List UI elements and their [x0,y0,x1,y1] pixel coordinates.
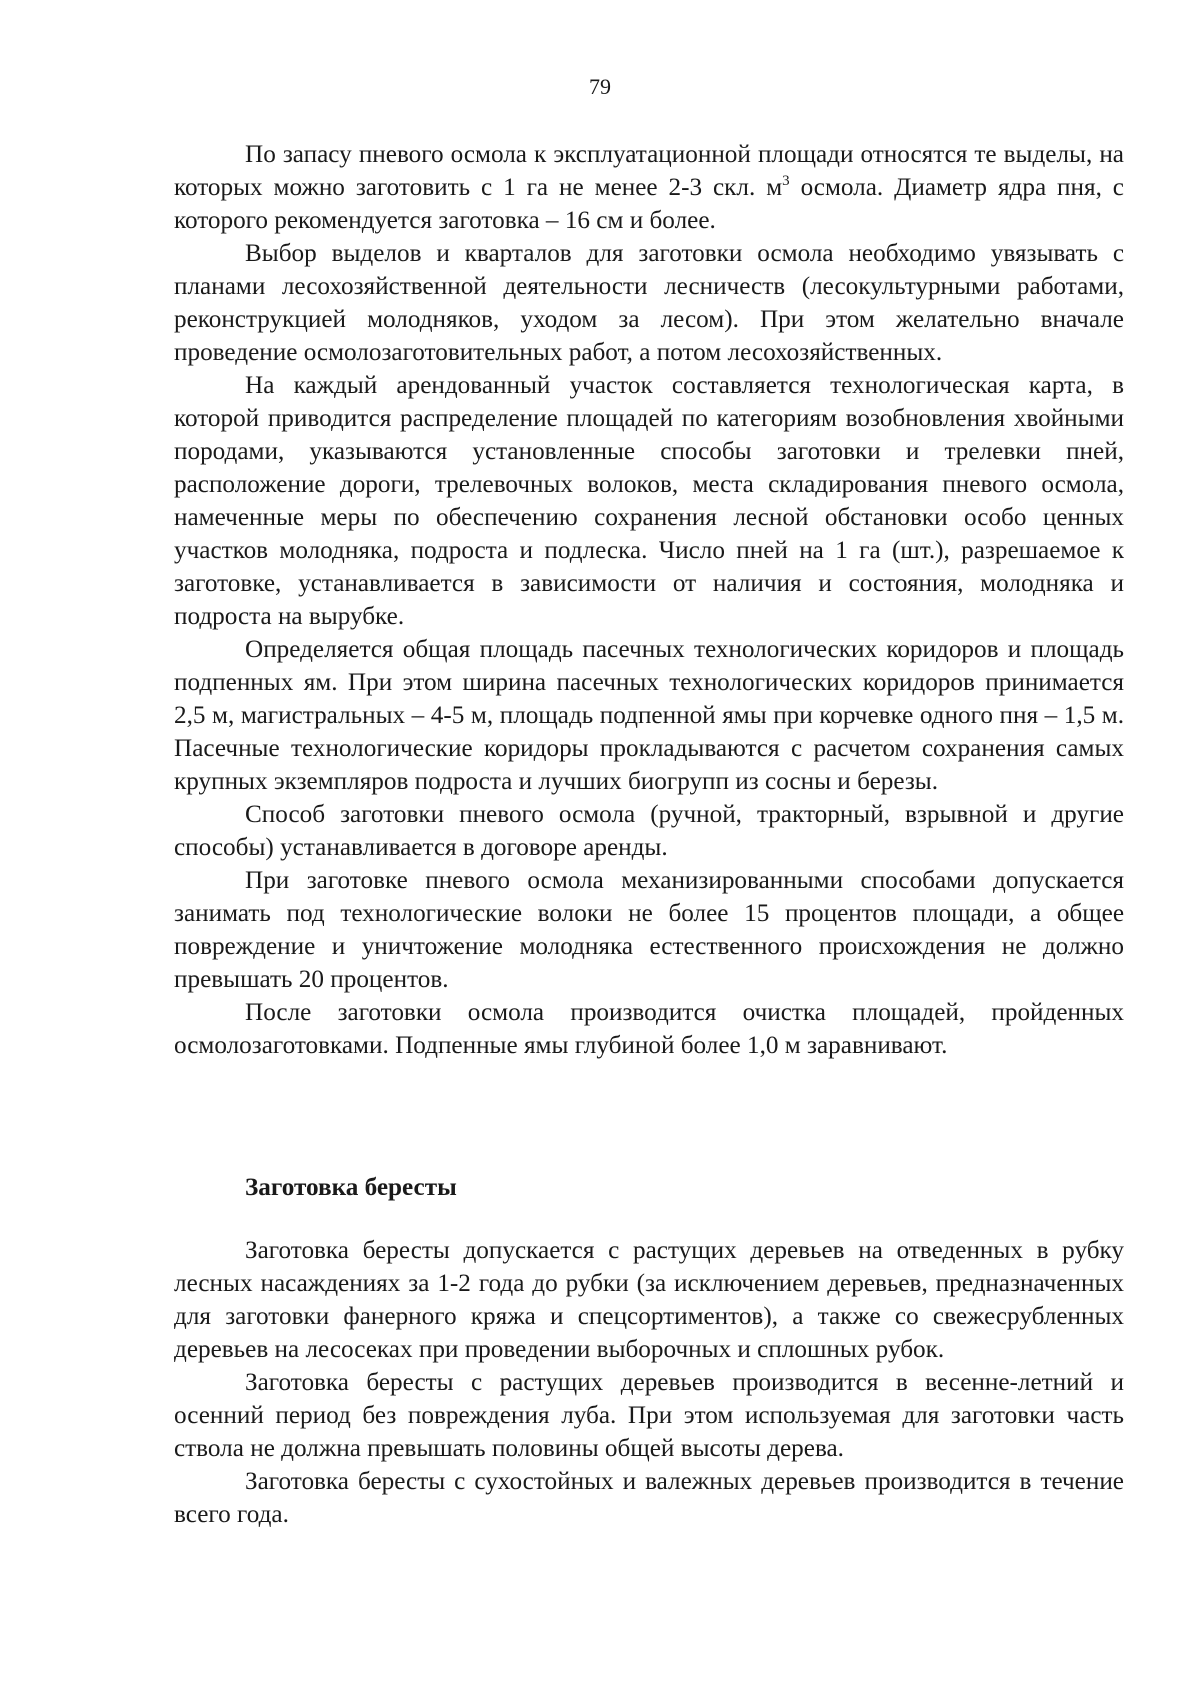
section-heading: Заготовка бересты [245,1174,457,1201]
section-stump-resin-body [174,138,1124,1062]
paragraph: На каждый арендованный участок составляется технологическая карта, в которой приводится распределение площадей по категориям возобновления хвойными породами, указываются установленные способы заготовки и трелевки пней, расположение дороги, трелевочных волоков, места складирования пневого осмола, намеченные меры по обеспечению сохранения лесной обстановки особо ценных участков молодняка, подроста и подлеска. Число пней на 1 га (шт.), разрешаемое к заготовке, устанавливается в зависимости от наличия и состояния, молодняка и подроста на вырубке. [174,372,1124,630]
paragraph: Заготовка бересты допускается с растущих деревьев на отведенных в рубку лесных насаждениях за 1-2 года до рубки (за исключением деревьев, предназначенных для заготовки фанерного кряжа и спецсортиментов), а также со свежесрубленных деревьев на лесосеках при проведении выборочных и сплошных рубок. [174,1237,1124,1363]
paragraph: Определяется общая площадь пасечных технологических коридоров и площадь подпенных ям. При этом ширина пасечных технологических коридоров принимается 2,5 м, магистральных – 4-5 м, площадь подпенной ямы при корчевке одного пня – 1,5 м. Пасечные технологические коридоры прокладываются с расчетом сохранения самых крупных экземпляров подроста и лучших биогрупп из сосны и березы. [174,636,1124,795]
paragraph-text: осмола. Диаметр ядра пня, с которого рекомендуется заготовка – 16 см и более. [174,174,1124,234]
paragraph: Способ заготовки пневого осмола (ручной, тракторный, взрывной и другие способы) устанавливается в договоре аренды. [174,801,1124,861]
paragraph: Заготовка бересты с растущих деревьев производится в весенне-летний и осенний период без повреждения луба. При этом используемая для заготовки часть ствола не должна превышать половины общей высоты дерева. [174,1369,1124,1462]
paragraph [174,138,1124,237]
section-birch-bark-body [174,1234,1124,1531]
paragraph: Заготовка бересты с сухостойных и валежных деревьев производится в течение всего года. [174,1468,1124,1528]
page-number: 79 [589,74,611,99]
paragraph-text: По запасу пневого осмола к эксплуатационной площади относятся те выделы, на которых можно заготовить с 1 га не менее 2-3 скл. м [174,141,1124,201]
paragraph: При заготовке пневого осмола механизированными способами допускается занимать под технологические волоки не более 15 процентов площади, а общее повреждение и уничтожение молодняка естественного происхождения не должно превышать 20 процентов. [174,867,1124,993]
paragraph: После заготовки осмола производится очистка площадей, пройденных осмолозаготовками. Подпенные ямы глубиной более 1,0 м заравнивают. [174,999,1124,1059]
paragraph: Выбор выделов и кварталов для заготовки осмола необходимо увязывать с планами лесохозяйственной деятельности лесничеств (лесокультурными работами, реконструкцией молодняков, уходом за лесом). При этом желательно вначале проведение осмолозаготовительных работ, а потом лесохозяйственных. [174,240,1124,366]
superscript: 3 [782,172,790,189]
